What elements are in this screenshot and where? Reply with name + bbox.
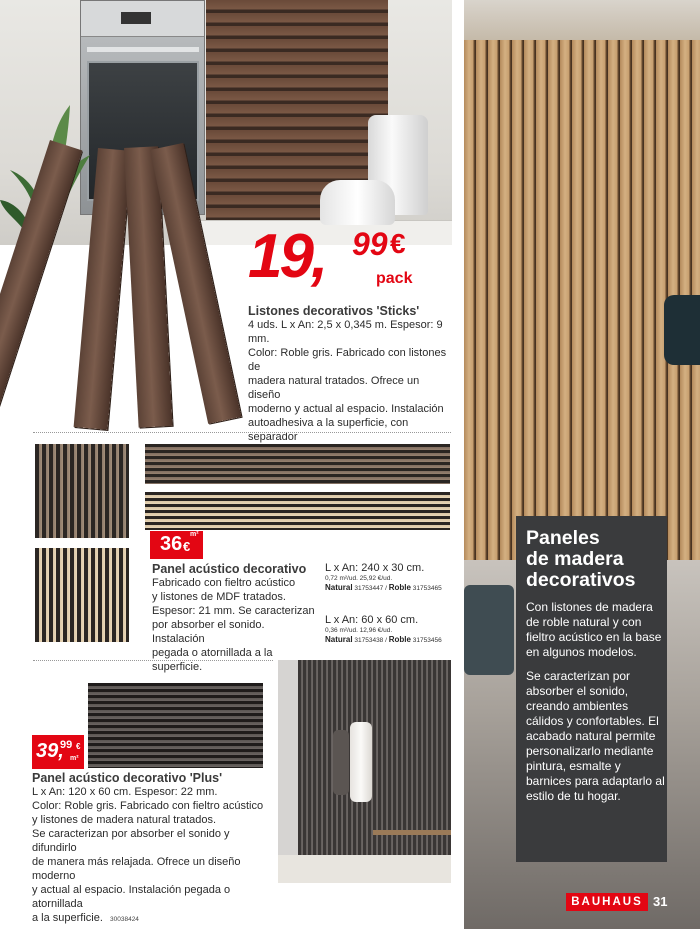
price-panel-acustico	[150, 531, 203, 559]
info-title-line: decorativos	[526, 569, 636, 591]
price-unit: m²	[190, 531, 199, 538]
panel-tile-dark-image	[35, 444, 129, 538]
desc-line: y listones de madera natural tratados.	[32, 814, 217, 826]
desc-line: Fabricado con fieltro acústico	[152, 577, 296, 589]
product-title: Listones decorativos 'Sticks'	[248, 304, 420, 318]
natural-ref: 31753438 /	[354, 637, 387, 644]
room-photo	[278, 660, 451, 883]
panel-plus-image	[88, 683, 263, 768]
spec-price: 0,72 m²/ud. 25,92 €/ud.	[325, 575, 393, 582]
price-currency: €	[390, 228, 406, 259]
price-integer: 36	[160, 533, 183, 555]
product-title: Panel acústico decorativo 'Plus'	[32, 771, 223, 785]
page-gutter	[452, 0, 464, 929]
price-currency: €	[76, 742, 81, 751]
info-paragraph-2: Se caracterizan por absorber el sonido, creando ambientes cálidos y confortables. El acabado natural permite personalizarlo mediante pintura, esmalte y barnices para adaptarlo al estilo de tu hogar.	[526, 669, 665, 803]
price-unit: pack	[376, 270, 413, 287]
natural-ref: 31753447 /	[354, 585, 387, 592]
spec-dimensions: L x An: 60 x 60 cm.	[325, 614, 419, 626]
divider	[33, 660, 273, 661]
spec-240x30	[325, 562, 455, 593]
desc-line: moderno y actual al espacio. Instalación	[248, 403, 444, 415]
product-plus-info	[32, 771, 277, 927]
desc-line: 4 uds. L x An: 2,5 x 0,345 m. Espesor: 9 mm.	[248, 319, 443, 345]
hero-kitchen-photo	[0, 0, 452, 245]
desc-line: L x An: 120 x 60 cm. Espesor: 22 mm.	[32, 786, 218, 798]
desc-line: autoadhesiva a la superficie, con separador	[248, 417, 409, 443]
info-box	[516, 516, 667, 862]
price-integer: 19,	[248, 222, 326, 291]
natural-label: Natural	[325, 635, 353, 644]
desc-line: por absorber el sonido. Instalación	[152, 619, 265, 645]
spec-price: 0,36 m²/ud. 12,96 €/ud.	[325, 627, 393, 634]
roble-ref: 31753456	[412, 637, 442, 644]
desc-line: Espesor: 21 mm. Se caracterizan	[152, 605, 315, 617]
desc-line: y listones de MDF tratados.	[152, 591, 286, 603]
product-panel-info	[152, 562, 317, 674]
price-unit: m²	[70, 755, 79, 762]
info-title-line: Paneles	[526, 527, 600, 549]
roble-label: Roble	[388, 635, 411, 644]
price-currency: €	[183, 539, 191, 554]
desc-line: Se caracterizan por absorber el sonido y difundirlo	[32, 828, 230, 854]
desc-line	[32, 911, 277, 927]
price-panel-plus	[32, 735, 84, 769]
roble-label: Roble	[388, 583, 411, 592]
kettle-image	[320, 180, 395, 225]
price-decimals: 99	[352, 226, 388, 262]
product-description	[248, 318, 453, 458]
divider	[33, 432, 451, 433]
info-paragraph-1: Con listones de madera de roble natural y con fieltro acústico en la base en algunos modelos.	[526, 600, 662, 659]
brand-logo: BAUHAUS	[566, 893, 648, 911]
desc-last: a la superficie.	[32, 912, 103, 924]
price-decimals: 99	[60, 739, 73, 751]
desc-line: Color: Roble gris. Fabricado con listones de	[248, 347, 447, 373]
desc-line: Color: Roble gris. Fabricado con fieltro acústico	[32, 800, 264, 812]
spec-refs	[325, 583, 455, 593]
spec-dimensions: L x An: 240 x 30 cm.	[325, 562, 425, 574]
spec-60x60	[325, 614, 455, 645]
price-integer: 39,	[36, 740, 64, 762]
natural-label: Natural	[325, 583, 353, 592]
info-title	[526, 528, 667, 591]
roble-ref: 31753465	[412, 585, 442, 592]
panel-strip-dark-image	[145, 444, 450, 484]
desc-line: y actual al espacio. Instalación pegada o atornillada	[32, 884, 231, 910]
panel-strip-light-image	[145, 492, 450, 530]
page-number: 31	[653, 894, 668, 909]
desc-line: de manera más relajada. Ofrece un diseño moderno	[32, 856, 241, 882]
product-ref: 30038424	[110, 916, 139, 923]
desc-line: madera natural tratados. Ofrece un diseño	[248, 375, 420, 401]
product-description	[32, 785, 277, 927]
price-sticks	[248, 222, 413, 292]
desc-line: pegada o atornillada a la superficie.	[152, 647, 273, 673]
spec-refs	[325, 635, 455, 645]
product-sticks-info	[248, 304, 453, 467]
product-title: Panel acústico decorativo	[152, 562, 307, 576]
panel-tile-light-image	[35, 548, 129, 642]
info-title-line: de madera	[526, 548, 624, 570]
